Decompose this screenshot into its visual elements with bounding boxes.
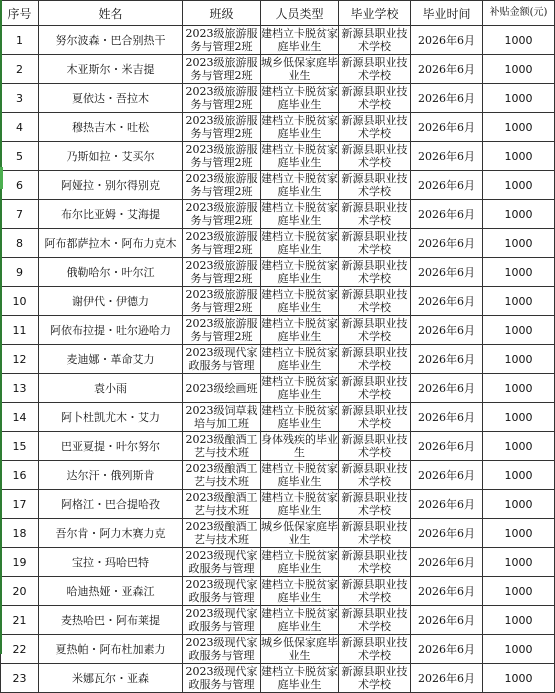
table-row [1,229,555,258]
table-row [1,403,555,432]
cell-school: 新源县职业技术学校 [339,142,411,171]
cell-amount: 1000 [483,113,555,142]
header-name: 姓名 [39,1,183,26]
cell-class: 2023级绘画班 [183,374,261,403]
cell-class: 2023级酿酒工艺与技术班 [183,432,261,461]
cell-name: 米娜瓦尔・亚森 [39,664,183,693]
cell-seq: 8 [1,229,39,258]
cell-seq: 10 [1,287,39,316]
row-gutter-edge [0,0,2,654]
cell-name: 巴亚夏提・叶尔努尔 [39,432,183,461]
cell-amount: 1000 [483,490,555,519]
cell-time: 2026年6月 [411,26,483,55]
cell-type: 建档立卡脱贫家庭毕业生 [261,114,338,140]
cell-school: 新源县职业技术学校 [339,287,411,316]
cell-type: 城乡低保家庭毕业生 [261,520,338,546]
cell-seq: 14 [1,403,39,432]
table-row [1,55,555,84]
table-row [1,606,555,635]
cell-type: 城乡低保家庭毕业生 [261,56,338,82]
cell-amount: 1000 [483,664,555,693]
cell-seq: 6 [1,171,39,200]
cell-time: 2026年6月 [411,577,483,606]
cell-school: 新源县职业技术学校 [339,26,411,55]
cell-school: 新源县职业技术学校 [339,374,411,403]
table-row [1,258,555,287]
cell-name: 夏依达・吾拉木 [39,84,183,113]
cell-school: 新源县职业技术学校 [339,55,411,84]
cell-amount: 1000 [483,345,555,374]
cell-class: 2023级现代家政服务与管理 [183,345,261,374]
cell-name: 夏热帕・阿布杜加素力 [39,635,183,664]
cell-class: 2023级现代家政服务与管理 [183,548,261,577]
header-row [1,1,555,26]
cell-school: 新源县职业技术学校 [339,635,411,664]
cell-time: 2026年6月 [411,200,483,229]
table-row [1,26,555,55]
cell-seq: 9 [1,258,39,287]
cell-school: 新源县职业技术学校 [339,664,411,693]
cell-name: 木亚斯尔・米吉提 [39,55,183,84]
cell-class: 2023级现代家政服务与管理 [183,577,261,606]
cell-class: 2023级旅游服务与管理2班 [183,26,261,55]
cell-time: 2026年6月 [411,403,483,432]
header-amount: 补贴金额(元) [483,1,555,26]
cell-time: 2026年6月 [411,635,483,664]
cell-type: 建档立卡脱贫家庭毕业生 [261,85,338,111]
cell-type: 建档立卡脱贫家庭毕业生 [261,462,338,488]
cell-time: 2026年6月 [411,548,483,577]
cell-class: 2023级旅游服务与管理2班 [183,229,261,258]
cell-type: 建档立卡脱贫家庭毕业生 [261,346,338,372]
cell-seq: 17 [1,490,39,519]
cell-class: 2023级旅游服务与管理2班 [183,200,261,229]
cell-seq: 7 [1,200,39,229]
cell-school: 新源县职业技术学校 [339,316,411,345]
cell-name: 袁小雨 [39,374,183,403]
cell-class: 2023级旅游服务与管理2班 [183,171,261,200]
cell-school: 新源县职业技术学校 [339,258,411,287]
cell-school: 新源县职业技术学校 [339,519,411,548]
header-school: 毕业学校 [339,1,411,26]
cell-time: 2026年6月 [411,606,483,635]
cell-time: 2026年6月 [411,113,483,142]
cell-amount: 1000 [483,374,555,403]
cell-seq: 16 [1,461,39,490]
cell-amount: 1000 [483,519,555,548]
cell-seq: 21 [1,606,39,635]
cell-class: 2023级旅游服务与管理2班 [183,84,261,113]
cell-school: 新源县职业技术学校 [339,229,411,258]
cell-type: 建档立卡脱贫家庭毕业生 [261,578,338,604]
cell-time: 2026年6月 [411,287,483,316]
cell-seq: 11 [1,316,39,345]
cell-name: 宝拉・玛哈巴特 [39,548,183,577]
cell-seq: 19 [1,548,39,577]
cell-type: 建档立卡脱贫家庭毕业生 [261,375,338,401]
cell-type: 建档立卡脱贫家庭毕业生 [261,549,338,575]
cell-seq: 20 [1,577,39,606]
cell-amount: 1000 [483,200,555,229]
cell-amount: 1000 [483,403,555,432]
cell-name: 布尔比亚姆・艾海提 [39,200,183,229]
cell-school: 新源县职业技术学校 [339,461,411,490]
cell-name: 谢伊代・伊德力 [39,287,183,316]
cell-seq: 12 [1,345,39,374]
cell-amount: 1000 [483,606,555,635]
cell-school: 新源县职业技术学校 [339,577,411,606]
cell-amount: 1000 [483,258,555,287]
cell-time: 2026年6月 [411,142,483,171]
cell-time: 2026年6月 [411,84,483,113]
cell-seq: 23 [1,664,39,693]
cell-type: 建档立卡脱贫家庭毕业生 [261,491,338,517]
cell-class: 2023级酿酒工艺与技术班 [183,519,261,548]
table-row [1,316,555,345]
cell-amount: 1000 [483,55,555,84]
cell-class: 2023级现代家政服务与管理 [183,635,261,664]
table-row [1,171,555,200]
header-seq: 序号 [1,1,39,26]
cell-school: 新源县职业技术学校 [339,84,411,113]
cell-school: 新源县职业技术学校 [339,548,411,577]
cell-school: 新源县职业技术学校 [339,345,411,374]
cell-seq: 5 [1,142,39,171]
table-row [1,519,555,548]
cell-name: 吾尔肯・阿力木赛力克 [39,519,183,548]
cell-school: 新源县职业技术学校 [339,200,411,229]
cell-school: 新源县职业技术学校 [339,490,411,519]
cell-type: 建档立卡脱贫家庭毕业生 [261,27,338,53]
cell-time: 2026年6月 [411,490,483,519]
cell-time: 2026年6月 [411,432,483,461]
cell-amount: 1000 [483,635,555,664]
cell-time: 2026年6月 [411,229,483,258]
cell-seq: 1 [1,26,39,55]
table-row [1,664,555,693]
cell-time: 2026年6月 [411,316,483,345]
cell-class: 2023级酿酒工艺与技术班 [183,461,261,490]
cell-time: 2026年6月 [411,664,483,693]
cell-name: 阿格江・巴合提哈孜 [39,490,183,519]
cell-type: 建档立卡脱贫家庭毕业生 [261,143,338,169]
cell-name: 穆热吉木・吐松 [39,113,183,142]
header-class: 班级 [183,1,261,26]
cell-type: 建档立卡脱贫家庭毕业生 [261,317,338,343]
cell-name: 麦热哈巴・阿布莱提 [39,606,183,635]
cell-seq: 2 [1,55,39,84]
header-time: 毕业时间 [411,1,483,26]
cell-type: 建档立卡脱贫家庭毕业生 [261,404,338,430]
cell-class: 2023级现代家政服务与管理 [183,606,261,635]
table-row [1,200,555,229]
table-row [1,374,555,403]
cell-class: 2023级酿酒工艺与技术班 [183,490,261,519]
cell-type: 建档立卡脱贫家庭毕业生 [261,607,338,633]
cell-amount: 1000 [483,316,555,345]
table-row [1,461,555,490]
cell-time: 2026年6月 [411,519,483,548]
cell-type: 身体残疾的毕业生 [261,433,338,459]
cell-name: 阿依布拉提・吐尔逊哈力 [39,316,183,345]
cell-time: 2026年6月 [411,461,483,490]
cell-school: 新源县职业技术学校 [339,113,411,142]
cell-seq: 4 [1,113,39,142]
cell-name: 达尔汗・俄列斯肯 [39,461,183,490]
table-row [1,113,555,142]
cell-name: 乃斯如拉・艾买尔 [39,142,183,171]
cell-class: 2023级旅游服务与管理2班 [183,142,261,171]
cell-type: 建档立卡脱贫家庭毕业生 [261,230,338,256]
cell-name: 阿娅拉・别尔得别克 [39,171,183,200]
cell-school: 新源县职业技术学校 [339,606,411,635]
table-row [1,635,555,664]
cell-type: 城乡低保家庭毕业生 [261,636,338,662]
cell-class: 2023级旅游服务与管理2班 [183,287,261,316]
cell-amount: 1000 [483,432,555,461]
cell-seq: 15 [1,432,39,461]
cell-amount: 1000 [483,577,555,606]
cell-amount: 1000 [483,287,555,316]
table-body [1,26,555,693]
cell-type: 建档立卡脱贫家庭毕业生 [261,288,338,314]
cell-time: 2026年6月 [411,258,483,287]
table-row [1,548,555,577]
table-row [1,345,555,374]
table-row [1,84,555,113]
active-row-marker [0,167,3,189]
cell-class: 2023级旅游服务与管理2班 [183,55,261,84]
cell-type: 建档立卡脱贫家庭毕业生 [261,201,338,227]
cell-name: 阿布都萨拉木・阿布力克木 [39,229,183,258]
cell-name: 俄勒哈尔・叶尔江 [39,258,183,287]
header-type: 人员类型 [261,1,339,26]
table-row [1,432,555,461]
cell-amount: 1000 [483,171,555,200]
cell-seq: 22 [1,635,39,664]
cell-amount: 1000 [483,84,555,113]
cell-time: 2026年6月 [411,345,483,374]
cell-type: 建档立卡脱贫家庭毕业生 [261,259,338,285]
cell-amount: 1000 [483,548,555,577]
cell-type: 建档立卡脱贫家庭毕业生 [261,665,338,691]
cell-name: 努尔波森・巴合别热干 [39,26,183,55]
cell-seq: 13 [1,374,39,403]
cell-amount: 1000 [483,229,555,258]
table-row [1,287,555,316]
table-row [1,490,555,519]
cell-class: 2023级饲草栽培与加工班 [183,403,261,432]
cell-class: 2023级旅游服务与管理2班 [183,258,261,287]
table-row [1,577,555,606]
cell-amount: 1000 [483,26,555,55]
cell-school: 新源县职业技术学校 [339,171,411,200]
cell-name: 阿卜杜凯尤木・艾力 [39,403,183,432]
cell-type: 建档立卡脱贫家庭毕业生 [261,172,338,198]
cell-time: 2026年6月 [411,374,483,403]
cell-name: 麦迪娜・革命艾力 [39,345,183,374]
cell-time: 2026年6月 [411,171,483,200]
cell-class: 2023级现代家政服务与管理 [183,664,261,693]
cell-seq: 18 [1,519,39,548]
cell-time: 2026年6月 [411,55,483,84]
cell-class: 2023级旅游服务与管理2班 [183,316,261,345]
cell-amount: 1000 [483,461,555,490]
table-row [1,142,555,171]
cell-class: 2023级旅游服务与管理2班 [183,113,261,142]
cell-school: 新源县职业技术学校 [339,403,411,432]
cell-name: 哈迪热娅・亚森江 [39,577,183,606]
cell-school: 新源县职业技术学校 [339,432,411,461]
cell-amount: 1000 [483,142,555,171]
cell-seq: 3 [1,84,39,113]
